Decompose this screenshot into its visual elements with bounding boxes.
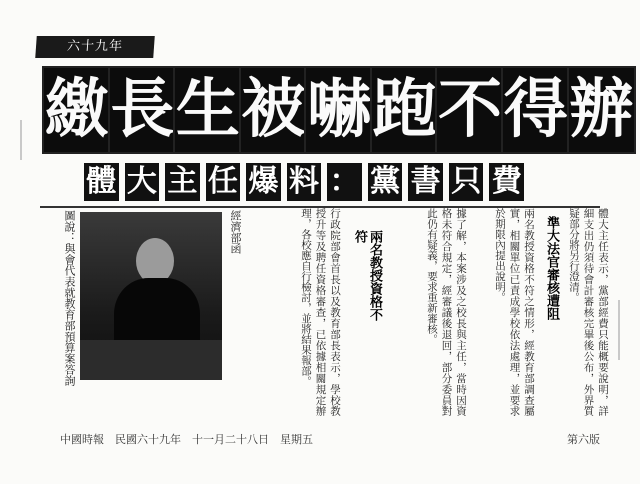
photo-caption-note: 經濟部函 — [229, 210, 242, 254]
footer-source: 中國時報 民國六十九年 十一月二十八日 星期五 — [60, 433, 313, 446]
headline — [44, 66, 634, 154]
photo-caption: 圖說：與會代表就教育部預算案答詢 — [63, 210, 76, 386]
article-column: 據了解，本案涉及之校長與主任，當時因資格未符合規定，經審議後退回，部分委員對此仍有疑義，要求重新審核。 — [426, 208, 467, 416]
news-photo — [80, 212, 222, 380]
headline-char: 辦 — [569, 68, 635, 152]
section-title: 兩名教授資格不符 — [352, 230, 382, 321]
headline-char: 長 — [110, 68, 176, 152]
headline-char: 被 — [241, 68, 307, 152]
subhead-char: 只 — [449, 163, 484, 201]
desk — [80, 340, 222, 380]
article-column: 體大主任表示，黨部經費只能概要說明，詳細支出仍須待會計審核完畢後公布，外界質疑部分將另行澄清。 — [568, 208, 609, 416]
article-column: 行政院部會首長以及教育部長表示，學校教授升等及聘任資格審查，已依據相關規定辦理，各校應自行檢討，並將結果報部。 — [300, 208, 341, 416]
subhead-char: 黨 — [368, 163, 403, 201]
subhead-char: 體 — [84, 163, 119, 201]
headline-char: 不 — [437, 68, 503, 152]
subhead-char: ： — [327, 163, 362, 201]
headline-char: 跑 — [372, 68, 438, 152]
footer-page: 第六版 — [567, 433, 600, 446]
source-tag: 六十九年 — [35, 36, 155, 58]
headline-char: 繳 — [44, 68, 110, 152]
subhead-char: 費 — [489, 163, 524, 201]
section-title: 準大法官審核遭阻 — [544, 216, 559, 320]
subhead-char: 書 — [408, 163, 443, 201]
headline-char: 嚇 — [306, 68, 372, 152]
subheadline — [84, 162, 524, 202]
article-column: 兩名教授資格不符之情形，經教育部調查屬實，相關單位已責成學校依法處理，並要求於期限內提出說明。 — [494, 208, 535, 416]
subhead-char: 大 — [125, 163, 160, 201]
headline-char: 生 — [175, 68, 241, 152]
subhead-char: 任 — [206, 163, 241, 201]
scan-mark — [20, 120, 22, 160]
headline-char: 得 — [503, 68, 569, 152]
clipping-footer — [60, 432, 600, 448]
subhead-char: 主 — [165, 163, 200, 201]
subhead-char: 料 — [287, 163, 322, 201]
scan-mark — [618, 300, 620, 360]
subhead-char: 爆 — [246, 163, 281, 201]
